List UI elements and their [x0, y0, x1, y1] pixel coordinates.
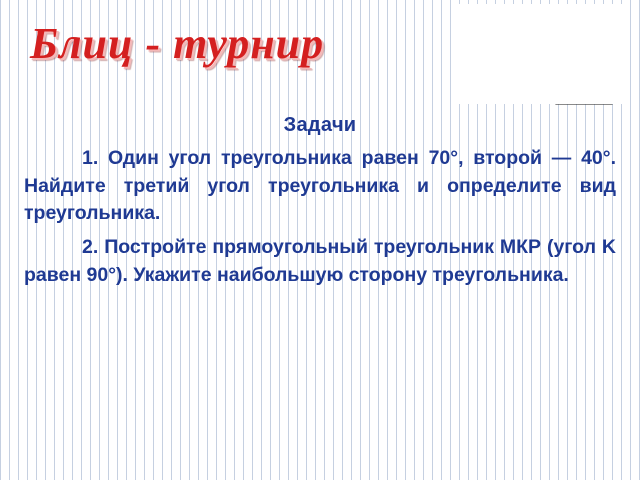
task-item-2: 2. Постройте прямоугольный треугольник МКР (угол K равен 90°). Укажите наибольшую сторону треугольника.: [24, 236, 616, 286]
section-heading: Задачи: [283, 114, 357, 136]
clipart-background: [452, 4, 628, 104]
cartoon-teacher-at-desk-icon: [452, 4, 628, 108]
page-title: Блиц - турнир: [30, 19, 325, 68]
slide-body: [24, 114, 616, 289]
task-item-1: 1. Один угол треугольника равен 70°, второй — 40°. Найдите третий угол треугольника и определите вид треугольника.: [24, 147, 616, 225]
